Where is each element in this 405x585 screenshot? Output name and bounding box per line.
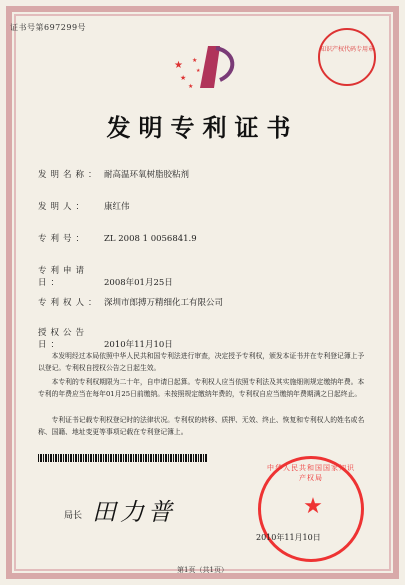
svg-text:★: ★ bbox=[196, 68, 201, 74]
field-value: 耐高温环氧树脂胶粘剂 bbox=[104, 170, 190, 180]
field-patent-number bbox=[38, 232, 197, 244]
issue-date: 2010年11月10日 bbox=[256, 533, 321, 542]
official-seal-text: 中华人民共和国国家知识产权局 bbox=[267, 464, 355, 482]
svg-text:★: ★ bbox=[188, 83, 194, 90]
field-grant-date bbox=[38, 326, 173, 350]
field-value: 2010年11月10日 bbox=[104, 340, 173, 350]
field-value: ZL 2008 1 0056841.9 bbox=[104, 234, 197, 244]
signatory-role: 局长 bbox=[64, 511, 83, 521]
certificate-number: 证书号第697299号 bbox=[10, 23, 87, 32]
field-label: 专利申请日： bbox=[38, 266, 89, 288]
field-label: 发明名称： bbox=[38, 170, 101, 180]
top-seal bbox=[318, 28, 376, 86]
official-seal bbox=[258, 456, 364, 562]
field-value: 深圳市郎搏万精细化工有限公司 bbox=[104, 298, 224, 308]
svg-text:★: ★ bbox=[192, 57, 198, 64]
field-value: 康红伟 bbox=[104, 202, 130, 212]
director-signature: 田力普 bbox=[92, 498, 176, 526]
field-application-date bbox=[38, 264, 173, 288]
field-inventor bbox=[38, 200, 130, 212]
certificate-title: 发明专利证书 bbox=[106, 113, 299, 142]
field-value: 2008年01月25日 bbox=[104, 278, 173, 288]
svg-text:★: ★ bbox=[180, 74, 187, 82]
field-label: 专利号： bbox=[38, 234, 89, 244]
page-number: 第1页（共1页） bbox=[177, 566, 228, 574]
field-invention-name bbox=[38, 168, 189, 180]
body-paragraph-3: 专利证书记载专利权登记时的法律状况。专利权的转移、质押、无效、终止、恢复和专利权人的姓名或名称、国籍、地址变更等事项记载在专利登记簿上。 bbox=[38, 416, 365, 436]
body-paragraph-1: 本发明经过本局依照中华人民共和国专利法进行审查，决定授予专利权，颁发本证书并在专利登记簿上予以登记。专利权自授权公告之日起生效。 bbox=[38, 352, 365, 372]
patent-office-logo-icon bbox=[170, 42, 248, 100]
star-icon: ★ bbox=[303, 494, 323, 519]
field-label: 授权公告日： bbox=[38, 328, 89, 350]
top-seal-text: 知识产权代码专用章 bbox=[320, 46, 375, 53]
field-label: 发明人： bbox=[38, 202, 89, 212]
barcode bbox=[38, 454, 208, 462]
field-label: 专利权人： bbox=[38, 298, 101, 308]
svg-text:★: ★ bbox=[174, 60, 183, 71]
body-paragraph-2: 本专利的专利权期限为二十年，自申请日起算。专利权人应当依照专利法及其实施细则规定缴纳年费。本专利的年费应当在每年01月25日前缴纳。未按照规定缴纳年费的，专利权自应当缴纳年费期满之日起终止。 bbox=[38, 378, 365, 398]
field-patentee bbox=[38, 296, 223, 308]
